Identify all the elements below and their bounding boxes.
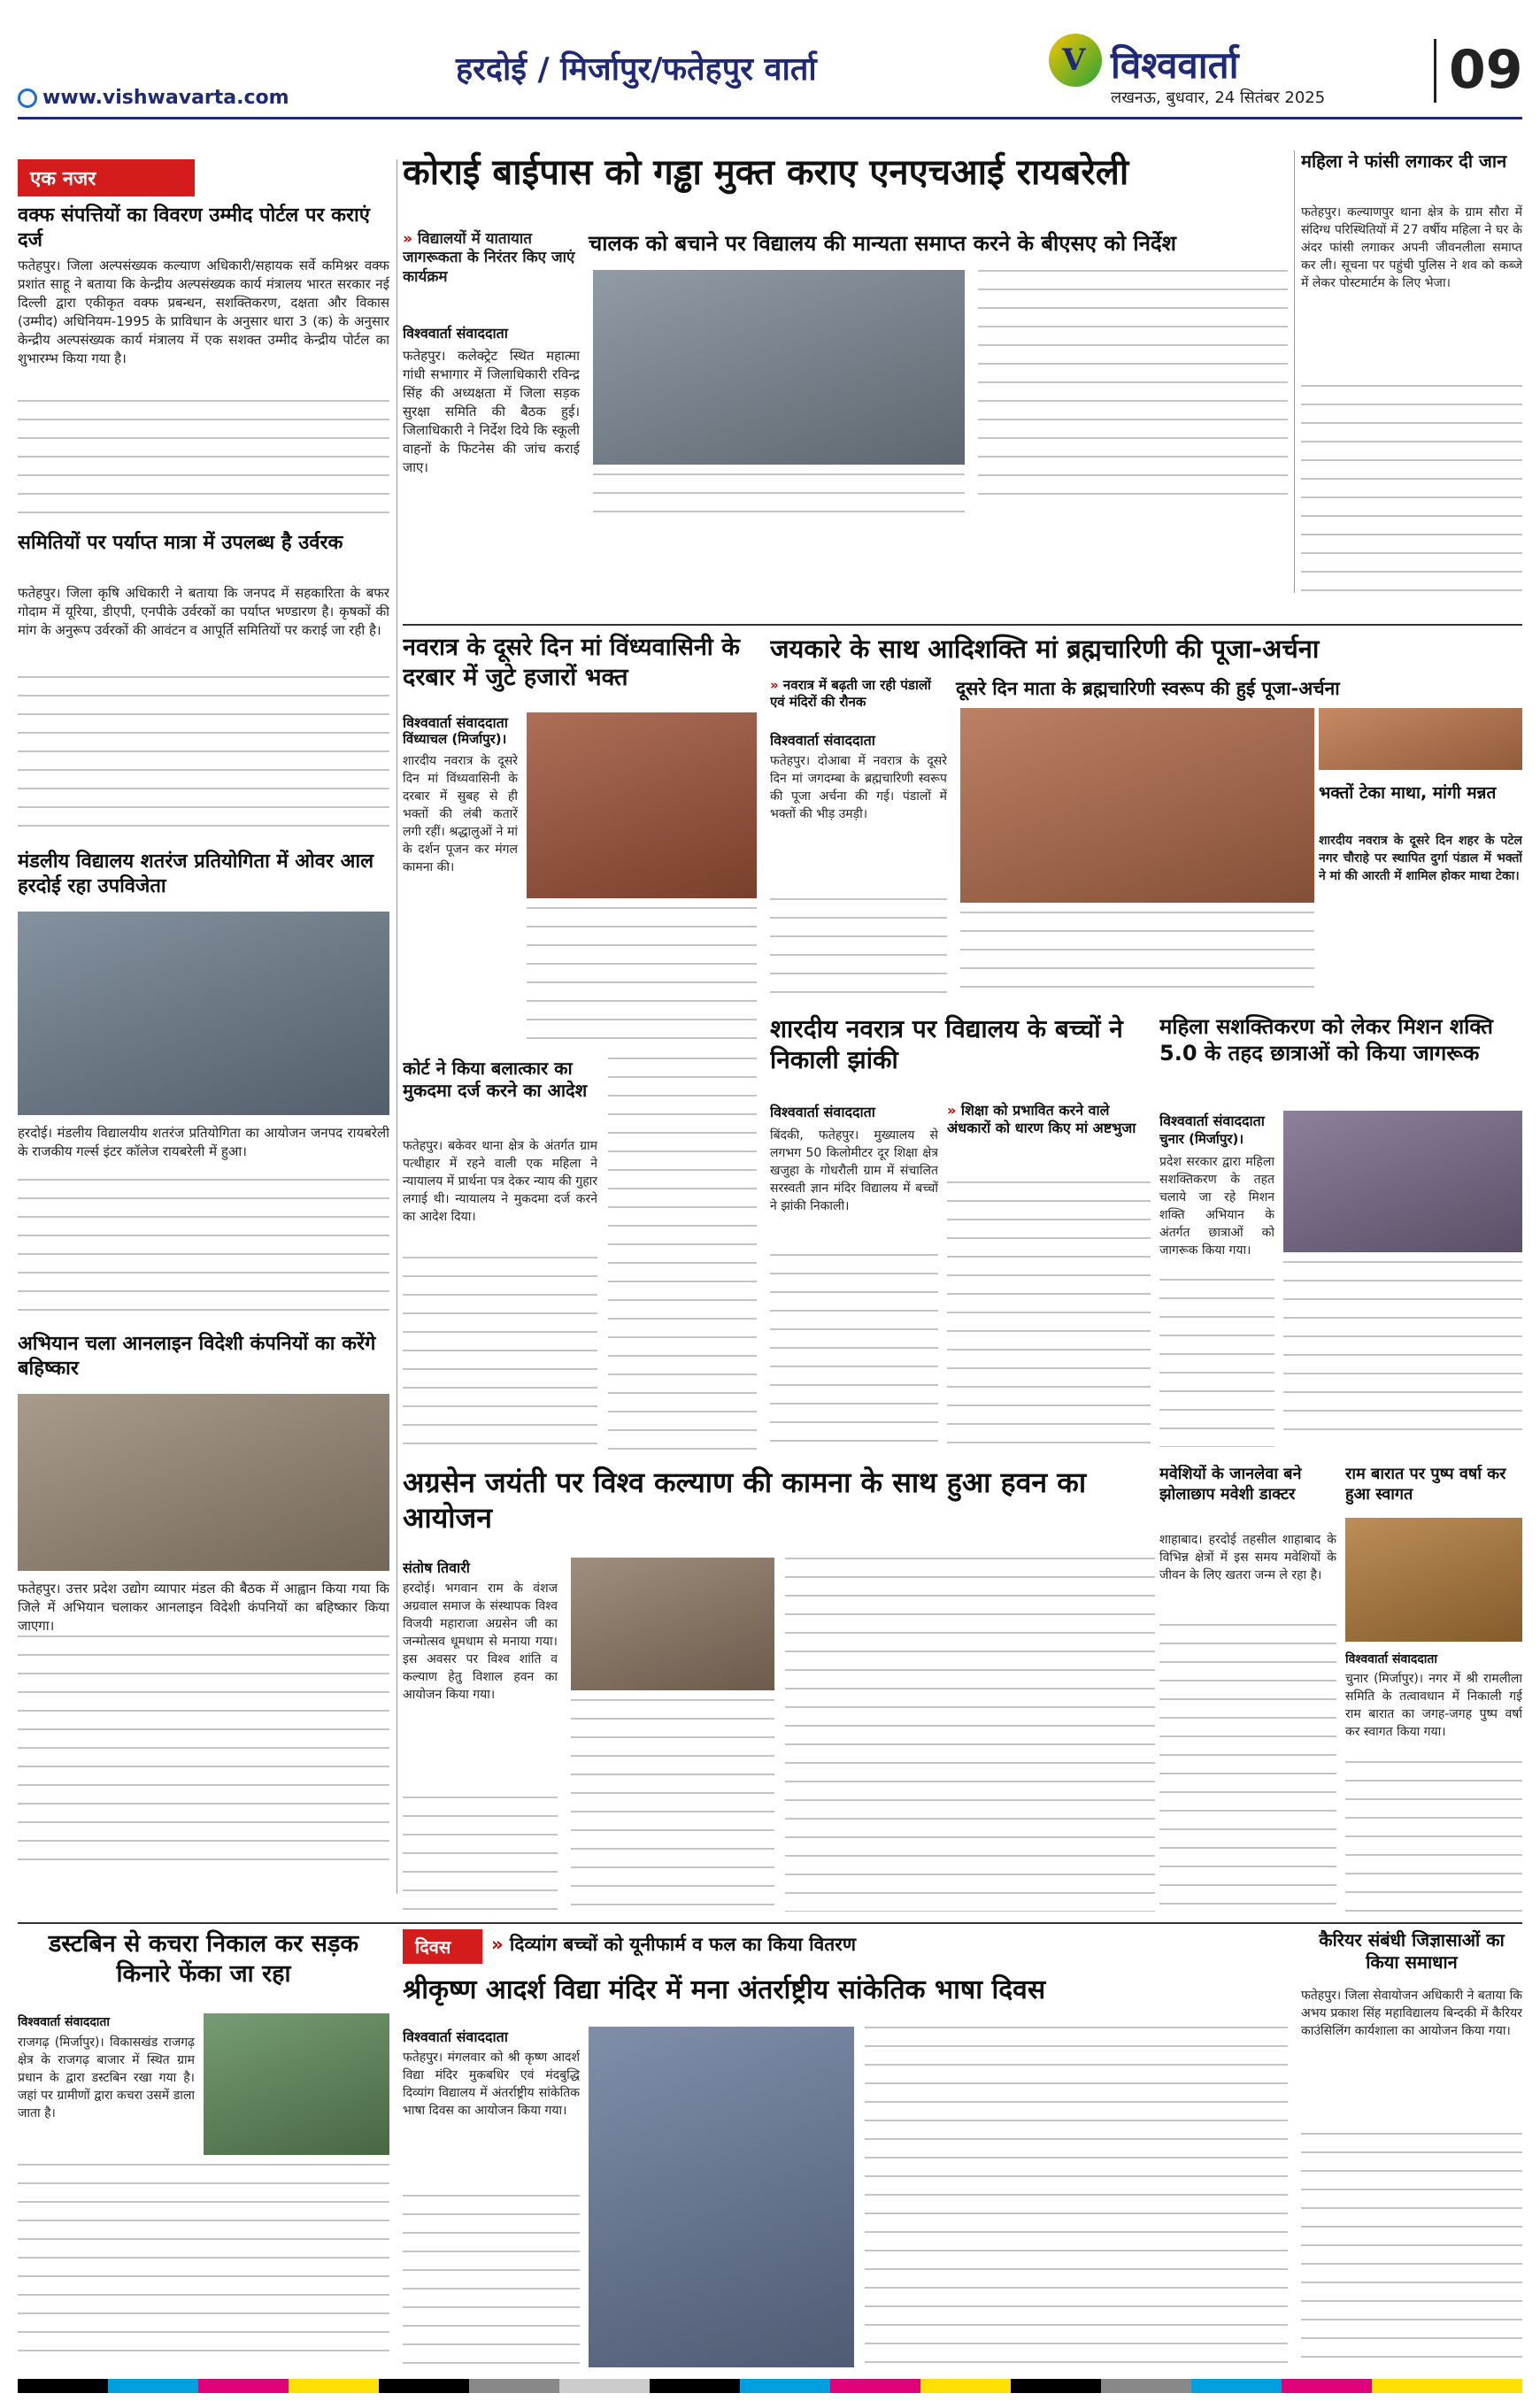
doctor-story bbox=[1159, 1465, 1336, 1916]
career-text-lines bbox=[1301, 2133, 1522, 2367]
bhakt-story bbox=[1319, 708, 1522, 1000]
diwas-text-lines bbox=[403, 2195, 580, 2367]
masthead-divider bbox=[18, 117, 1522, 119]
jhanki-kicker: » शिक्षा को प्रभावित करने वाले अंधकारों को धारण किए मां अष्टभुजा bbox=[947, 1102, 1136, 1136]
lead-text-lines bbox=[978, 270, 1288, 509]
agrasen-byline: संतोष तिवारी bbox=[403, 1559, 470, 1576]
agrasen-story bbox=[403, 1465, 1155, 1916]
diwas-text-lines-2 bbox=[865, 2027, 1288, 2367]
jhanki-body: बिंदकी, फतेहपुर। मुख्यालय से लगभग 50 किलोमीटर दूर शिक्षा क्षेत्र खजुहा के गोधरौली ग्राम में संचालित सरस्वती ज्ञान मंदिर विद्यालय में बच्चों ने झांकी निकाली। bbox=[770, 1128, 938, 1213]
section-divider-1 bbox=[403, 624, 1522, 626]
sidebar-story-2-head: समितियों पर पर्याप्त मात्रा में उपलब्ध है उर्वरक bbox=[18, 532, 343, 554]
chevron-right-icon: » bbox=[491, 1934, 510, 1955]
internet-explorer-icon bbox=[18, 88, 37, 108]
sidebar bbox=[18, 159, 389, 1894]
chevron-right-icon: » bbox=[770, 677, 783, 693]
agrasen-headline: अग्रसेन जयंती पर विश्व कल्याण की कामना के साथ हुआ हवन का आयोजन bbox=[403, 1466, 1087, 1535]
diwas-photo bbox=[589, 2027, 854, 2367]
mission-headline: महिला सशक्तिकरण को लेकर मिशन शक्ति 5.0 के तहद छात्राओं को किया जागरूक bbox=[1159, 1014, 1493, 1066]
lead-photo bbox=[593, 270, 965, 465]
sidebar-story-2-body: फतेहपुर। जिला कृषि अधिकारी ने बताया कि जनपद में सहकारिता के बफर गोदाम में यूरिया, डीएपी, एनपीके उर्वरकों का पर्याप्त भण्डारण है। कृषकों की मांग के अनुरूप उर्वरकों की आवंटन व आपूर्ति समितियों पर कराई जा रही है। bbox=[18, 585, 389, 638]
sidebar-tag: एक नजर bbox=[18, 159, 195, 196]
vindhya-story bbox=[403, 633, 757, 1049]
jhanki-headline: शारदीय नवरात्र पर विद्यालय के बच्चों ने निकाली झांकी bbox=[770, 1014, 1123, 1074]
brahma-sub-headline: दूसरे दिन माता के ब्रह्मचारिणी स्वरूप की हुई पूजा-अर्चना bbox=[956, 678, 1340, 699]
mission-text-lines-2 bbox=[1283, 1261, 1522, 1447]
lead-sub-headline: चालक को बचाने पर विद्यालय की मान्यता समाप्त करने के बीएसए को निर्देश bbox=[589, 231, 1177, 256]
sidebar-story-3-text-lines bbox=[18, 1179, 389, 1320]
ram-text-lines bbox=[1345, 1761, 1522, 1912]
ram-head: राम बारात पर पुष्प वर्षा कर हुआ स्वागत bbox=[1345, 1465, 1506, 1504]
career-story bbox=[1301, 1929, 1522, 2372]
court-story bbox=[403, 1058, 757, 1456]
doctor-text-lines bbox=[1159, 1624, 1336, 1912]
page-number: 09 bbox=[1434, 39, 1522, 103]
dustbin-byline: विश्ववार्ता संवाददाता bbox=[18, 2015, 111, 2029]
dustbin-text-lines bbox=[18, 2164, 389, 2367]
ram-photo bbox=[1345, 1518, 1522, 1642]
sidebar-story-3-photo bbox=[18, 912, 389, 1115]
jhanki-text-lines-2 bbox=[947, 1181, 1151, 1447]
diwas-byline: विश्ववार्ता संवाददाता bbox=[403, 2028, 508, 2045]
website: www.vishwavarta.com bbox=[18, 87, 289, 109]
diwas-tag: दिवस bbox=[403, 1929, 482, 1964]
lead-text-lines-bottom bbox=[593, 473, 965, 527]
court-head: कोर्ट ने किया बलात्कार का मुकदमा दर्ज करने का आदेश bbox=[403, 1058, 588, 1101]
lead-byline: विश्ववार्ता संवाददाता bbox=[403, 325, 508, 342]
brahma-text-lines bbox=[770, 898, 947, 996]
sidebar-story-1-text-lines bbox=[18, 400, 389, 524]
print-color-bar bbox=[18, 2379, 1522, 2393]
court-text-lines-2 bbox=[608, 1058, 757, 1451]
agrasen-text-lines bbox=[403, 1797, 558, 1912]
sidebar-story-1-body: फतेहपुर। जिला अल्पसंख्यक कल्याण अधिकारी/सहायक सर्वे कमिश्नर वक्फ प्रशांत साहू ने बताया कि केन्द्रीय अल्पसंख्यक कार्य मंत्रालय भारत सरकार नई दिल्ली द्वारा एकीकृत वक्फ प्रबन्धन, सशक्तिकरण, दक्षता और विकास (उम्मीद) अधिनियम-1995 के प्राविधान के अनुसार धारा 3 (क) के अनुसार केन्द्रीय अल्पसंख्यक कार्य मंत्रालय में एक सशक्त उम्मीद केन्द्रीय पोर्टल का शुभारम्भ किया गया है। bbox=[18, 258, 389, 366]
right-top-body: फतेहपुर। कल्याणपुर थाना क्षेत्र के ग्राम सौरा में संदिग्ध परिस्थितियों में 27 वर्षीय महिला ने घर के अंदर फांसी लगाकर अपनी जीवनलीला समाप्त कर ली। सूचना पर पहुंची पुलिस ने शव को कब्जे में लेकर पोस्टमार्टम के लिए भेजा। bbox=[1301, 205, 1522, 290]
mission-story bbox=[1159, 1013, 1522, 1456]
bhakt-photo bbox=[1319, 708, 1522, 770]
diwas-kicker: » दिव्यांग बच्चों को यूनीफार्म व फल का किया वितरण bbox=[491, 1934, 857, 1955]
brahma-photo bbox=[960, 708, 1314, 903]
masthead bbox=[0, 0, 1540, 124]
mission-text-lines bbox=[1159, 1279, 1274, 1447]
brahma-kicker: » नवरात्र में बढ़ती जा रही पंडालों एवं मंदिरों की रौनक bbox=[770, 677, 931, 710]
right-top-story bbox=[1301, 150, 1522, 611]
lead-kicker: » विद्यालयों में यातायात जागरूकता के निरंतर किए जाएं कार्यक्रम bbox=[403, 230, 575, 286]
ram-story bbox=[1345, 1465, 1522, 1916]
brahma-text-lines-2 bbox=[960, 912, 1314, 1000]
sidebar-story-2-text-lines bbox=[18, 676, 389, 835]
diwas-headline: श्रीकृष्ण आदर्श विद्या मंदिर में मना अंतर्राष्ट्रीय सांकेतिक भाषा दिवस bbox=[403, 1974, 1046, 2005]
sidebar-story-3-head: मंडलीय विद्यालय शतरंज प्रतियोगिता में ओवर आल हरदोई रहा उपविजेता bbox=[18, 850, 374, 897]
sidebar-story-4-text-lines bbox=[18, 1635, 389, 1874]
sidebar-story-4-head: अभियान चला आनलाइन विदेशी कंपनियों का करेंगे बहिष्कार bbox=[18, 1333, 376, 1380]
court-body: फतेहपुर। बकेवर थाना क्षेत्र के अंतर्गत ग्राम पत्थीहार में रहने वाली एक महिला ने न्यायालय में प्रार्थना पत्र देकर न्याय की गुहार लगाई थी। न्यायालय ने मुकदमा दर्ज करने का आदेश दिया। bbox=[403, 1139, 597, 1224]
career-body: फतेहपुर। जिला सेवायोजन अधिकारी ने बताया कि अभय प्रकाश सिंह महाविद्यालय बिन्दकी में कैरियर काउंसिलिंग कार्यशाला का आयोजन किया गया। bbox=[1301, 1989, 1522, 2038]
vindhya-dateline: विंध्याचल (मिर्जापुर)। bbox=[403, 731, 507, 747]
diwas-story bbox=[403, 1929, 1288, 2372]
doctor-body: शाहाबाद। हरदोई तहसील शाहाबाद के विभिन्न क्षेत्रों में इस समय मवेशियों के जीवन के लिए खतरा जन्म ले रहा है। bbox=[1159, 1533, 1336, 1582]
right-top-text-lines bbox=[1301, 385, 1522, 593]
vindhya-text-lines bbox=[527, 907, 757, 1040]
vindhya-headline: नवरात्र के दूसरे दिन मां विंध्यवासिनी के दरबार में जुटे हजारों भक्त bbox=[403, 634, 740, 691]
vindhya-byline: विश्ववार्ता संवाददाता bbox=[403, 714, 508, 731]
dustbin-body: राजगढ़ (मिर्जापुर)। विकासखंड राजगढ़ क्षेत्र के राजगढ़ बाजार में स्थित ग्राम प्रधान के द्वारा डस्टबिन रखा गया है। जहां पर ग्रामीणों द्वारा कचरा उसमें डाला जाता है। bbox=[18, 2035, 195, 2120]
vindhya-photo bbox=[527, 712, 757, 898]
lead-headline: कोराई बाईपास को गड्ढा मुक्त कराए एनएचआई रायबरेली bbox=[403, 152, 1129, 193]
ram-body: चुनार (मिर्जापुर)। नगर में श्री रामलीला समिति के तत्वावधान में निकाली गई राम बारात का जगह-जगह पुष्प वर्षा कर स्वागत किया गया। bbox=[1345, 1672, 1522, 1739]
ram-byline: विश्ववार्ता संवाददाता bbox=[1345, 1652, 1438, 1666]
mission-byline: विश्ववार्ता संवाददाता bbox=[1159, 1112, 1265, 1129]
right-col-divider bbox=[1294, 150, 1295, 593]
chevron-right-icon: » bbox=[947, 1102, 961, 1119]
jhanki-text-lines bbox=[770, 1254, 938, 1449]
section-divider-2 bbox=[18, 1922, 1522, 1924]
lead-body: फतेहपुर। कलेक्ट्रेट स्थित महात्मा गांधी सभागार में जिलाधिकारी रविन्द्र सिंह की अध्यक्षता में जिला सड़क सुरक्षा समिति की बैठक हुई। जिलाधिकारी ने निर्देश दिये कि स्कूली वाहनों के फिटनेस की जांच कराई जाए। bbox=[403, 348, 580, 475]
brahma-byline: विश्ववार्ता संवाददाता bbox=[770, 732, 875, 749]
section-title: हरदोई / मिर्जापुर/फतेहपुर वार्ता bbox=[456, 51, 817, 88]
mission-dateline: चुनार (मिर्जापुर)। bbox=[1159, 1131, 1244, 1147]
agrasen-text-lines-2 bbox=[571, 1699, 774, 1912]
mission-body: प्रदेश सरकार द्वारा महिला सशक्तिकरण के तहत चलाये जा रहे मिशन शक्ति अभियान के अंतर्गत छात्राओं को जागरूक किया गया। bbox=[1159, 1155, 1274, 1258]
sidebar-story-4-photo bbox=[18, 1394, 389, 1571]
right-top-head: महिला ने फांसी लगाकर दी जान bbox=[1301, 150, 1507, 172]
dustbin-photo bbox=[204, 2013, 389, 2155]
brand-logo: V bbox=[1049, 34, 1102, 87]
dateline: लखनऊ, बुधवार, 24 सितंबर 2025 bbox=[1111, 88, 1326, 107]
agrasen-text-lines-3 bbox=[785, 1558, 1155, 1912]
sidebar-story-3-body: हरदोई। मंडलीय विद्यालयीय शतरंज प्रतियोगिता का आयोजन जनपद रायबरेली के राजकीय गर्ल्स इंटर कॉलेज रायबरेली में हुआ। bbox=[18, 1125, 389, 1159]
dustbin-headline: डस्टबिन से कचरा निकाल कर सड़क किनारे फेंका जा रहा bbox=[48, 1930, 359, 1988]
doctor-head: मवेशियों के जानलेवा बने झोलाछाप मवेशी डाक्टर bbox=[1159, 1465, 1302, 1504]
mission-photo bbox=[1283, 1111, 1522, 1252]
bhakt-body: शारदीय नवरात्र के दूसरे दिन शहर के पटेल नगर चौराहे पर स्थापित दुर्गा पंडाल में भक्तों ने मां की आरती में शामिल होकर माथा टेका। bbox=[1319, 834, 1522, 883]
dustbin-story bbox=[18, 1929, 389, 2372]
lead-story bbox=[403, 150, 1288, 628]
brahma-body: फतेहपुर। दोआबा में नवरात्र के दूसरे दिन मां जगदम्बा के ब्रह्मचारिणी स्वरूप की पूजा अर्चना की गई। पंडालों में भक्तों की भीड़ उमड़ी। bbox=[770, 754, 947, 821]
chevron-right-icon: » bbox=[403, 230, 418, 248]
brand-name: विश्ववार्ता bbox=[1111, 43, 1239, 87]
vindhya-body: शारदीय नवरात्र के दूसरे दिन मां विंध्यवासिनी के दरबार में सुबह से ही भक्तों की लंबी कतारें लगी रहीं। श्रद्धालुओं ने मां के दर्शन पूजन कर मंगल कामना की। bbox=[403, 754, 518, 874]
jhanki-story bbox=[770, 1013, 1151, 1456]
brahma-headline: जयकारे के साथ आदिशक्ति मां ब्रह्मचारिणी की पूजा-अर्चना bbox=[770, 634, 1320, 664]
career-head: कैरियर संबंधी जिज्ञासाओं का किया समाधान bbox=[1319, 1929, 1505, 1973]
court-text-lines bbox=[403, 1257, 597, 1451]
agrasen-body: हरदोई। भगवान राम के वंशज अग्रवाल समाज के संस्थापक विश्व विजयी महाराजा अग्रसेन जी का जन्मोत्सव धूमधाम से मनाया गया। इस अवसर पर विश्व शांति व कल्याण हेतु विशाल हवन का आयोजन किया गया। bbox=[403, 1581, 558, 1702]
agrasen-photo bbox=[571, 1558, 774, 1690]
sidebar-story-4-body: फतेहपुर। उत्तर प्रदेश उद्योग व्यापार मंडल की बैठक में आह्वान किया गया कि जिले में अभियान चलाकर आनलाइन विदेशी कंपनियों का बहिष्कार किया जाएगा। bbox=[18, 1581, 389, 1633]
bhakt-head: भक्तों टेका माथा, मांगी मन्नत bbox=[1319, 783, 1497, 803]
sidebar-story-1-head: वक्फ संपत्तियों का विवरण उम्मीद पोर्टल पर कराएं दर्ज bbox=[18, 204, 370, 251]
diwas-body: फतेहपुर। मंगलवार को श्री कृष्ण आदर्श विद्या मंदिर मुकबधिर एवं मंदबुद्धि दिव्यांग विद्यालय में अंतर्राष्ट्रीय सांकेतिक भाषा दिवस का आयोजन किया गया। bbox=[403, 2051, 580, 2118]
jhanki-byline: विश्ववार्ता संवाददाता bbox=[770, 1104, 875, 1120]
